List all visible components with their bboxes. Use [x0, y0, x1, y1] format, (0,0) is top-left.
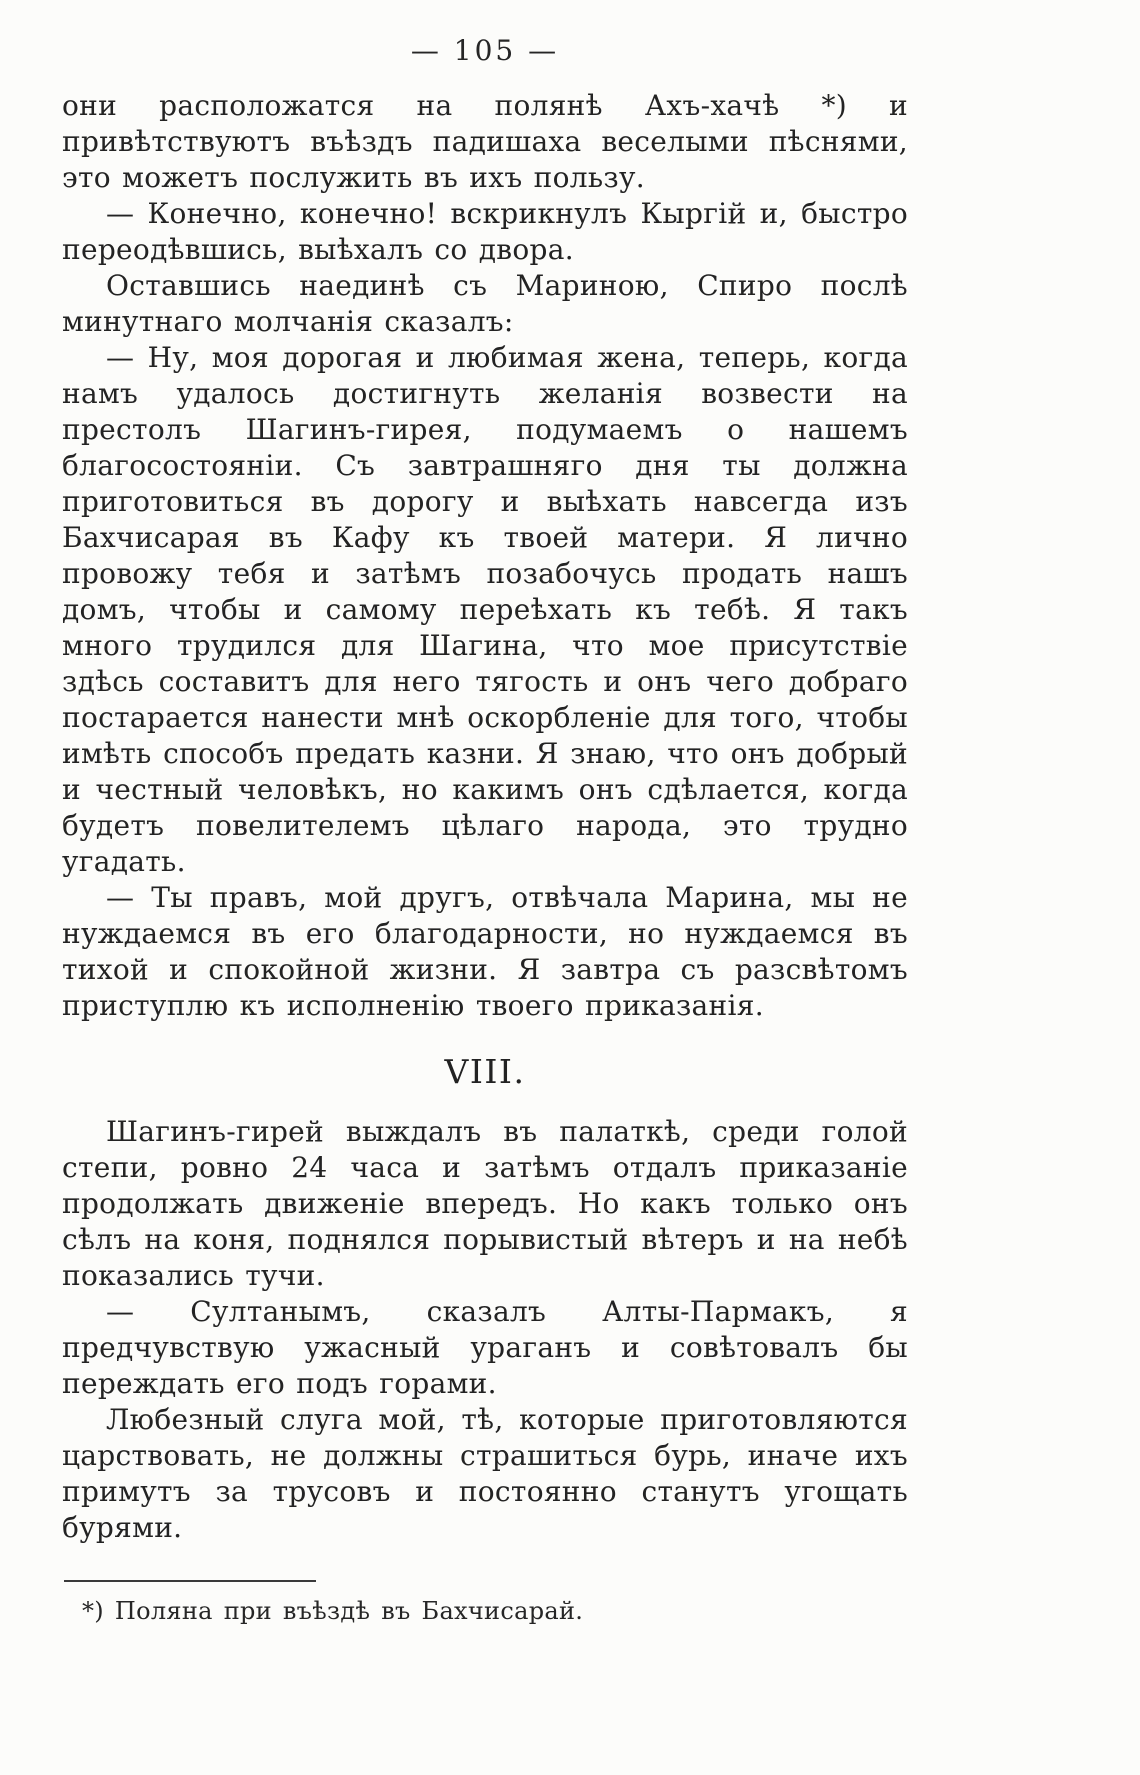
page-number: — 105 — [410, 34, 560, 67]
paragraph-dialogue: — Конечно, конечно! вскрикнулъ Кыргій и, быстро переодѣвшись, выѣхалъ со двора. [62, 197, 908, 266]
paragraph: Любезный слуга мой, тѣ, которые приготовляются царствовать, не должны страшиться бурь, иначе ихъ примутъ за трусовъ и постоянно станутъ угощать бурями. [62, 1403, 908, 1544]
footnote-separator [64, 1580, 316, 1582]
paragraph-dialogue: — Ну, моя дорогая и любимая жена, теперь, когда намъ удалось достигнуть желанія возвести на престолъ Шагинъ-гирея, подумаемъ о нашемъ благосостояніи. Съ завтрашняго дня ты должна приготовиться въ дорогу и выѣхать навсегда изъ Бахчисарая въ Кафу къ твоей матери. Я лично провожу тебя и затѣмъ позабочусь продать нашъ домъ, чтобы и самому переѣхать къ тебѣ. Я такъ много трудился для Шагина, что мое присутствіе здѣсь составитъ для него тягость и онъ чего добраго постарается нанести мнѣ оскорбленіе для того, чтобы имѣть способъ предать казни. Я знаю, что онъ добрый и честный человѣкъ, но какимъ онъ сдѣлается, когда будетъ повелителемъ цѣлаго народа, это трудно угадать. [62, 341, 908, 878]
paragraph: Шагинъ-гирей выждалъ въ палаткѣ, среди голой степи, ровно 24 часа и затѣмъ отдалъ приказаніе продолжать движеніе впередъ. Но какъ только онъ сѣлъ на коня, поднялся порывистый вѣтеръ и на небѣ показались тучи. [62, 1115, 908, 1292]
text-block [62, 34, 908, 1626]
paragraph-dialogue: — Султанымъ, сказалъ Алты-Пармакъ, я предчувствую ужасный ураганъ и совѣтовалъ бы переждать его подъ горами. [62, 1295, 908, 1400]
paragraph-continuation: они расположатся на полянѣ Ахъ-хачѣ *) и привѣтствуютъ въѣздъ падишаха веселыми пѣснями, это можетъ послужить въ ихъ пользу. [62, 89, 908, 194]
chapter-heading: VIII. [444, 1052, 526, 1091]
paragraph: Оставшись наединѣ съ Мариною, Спиро послѣ минутнаго молчанія сказалъ: [62, 269, 908, 338]
footnote: *) Поляна при въѣздѣ въ Бахчисарай. [82, 1597, 584, 1625]
paragraph-dialogue: — Ты правъ, мой другъ, отвѣчала Марина, мы не нуждаемся въ его благодарности, но нуждаемся въ тихой и спокойной жизни. Я завтра съ разсвѣтомъ приступлю къ исполненію твоего приказанія. [62, 881, 908, 1022]
